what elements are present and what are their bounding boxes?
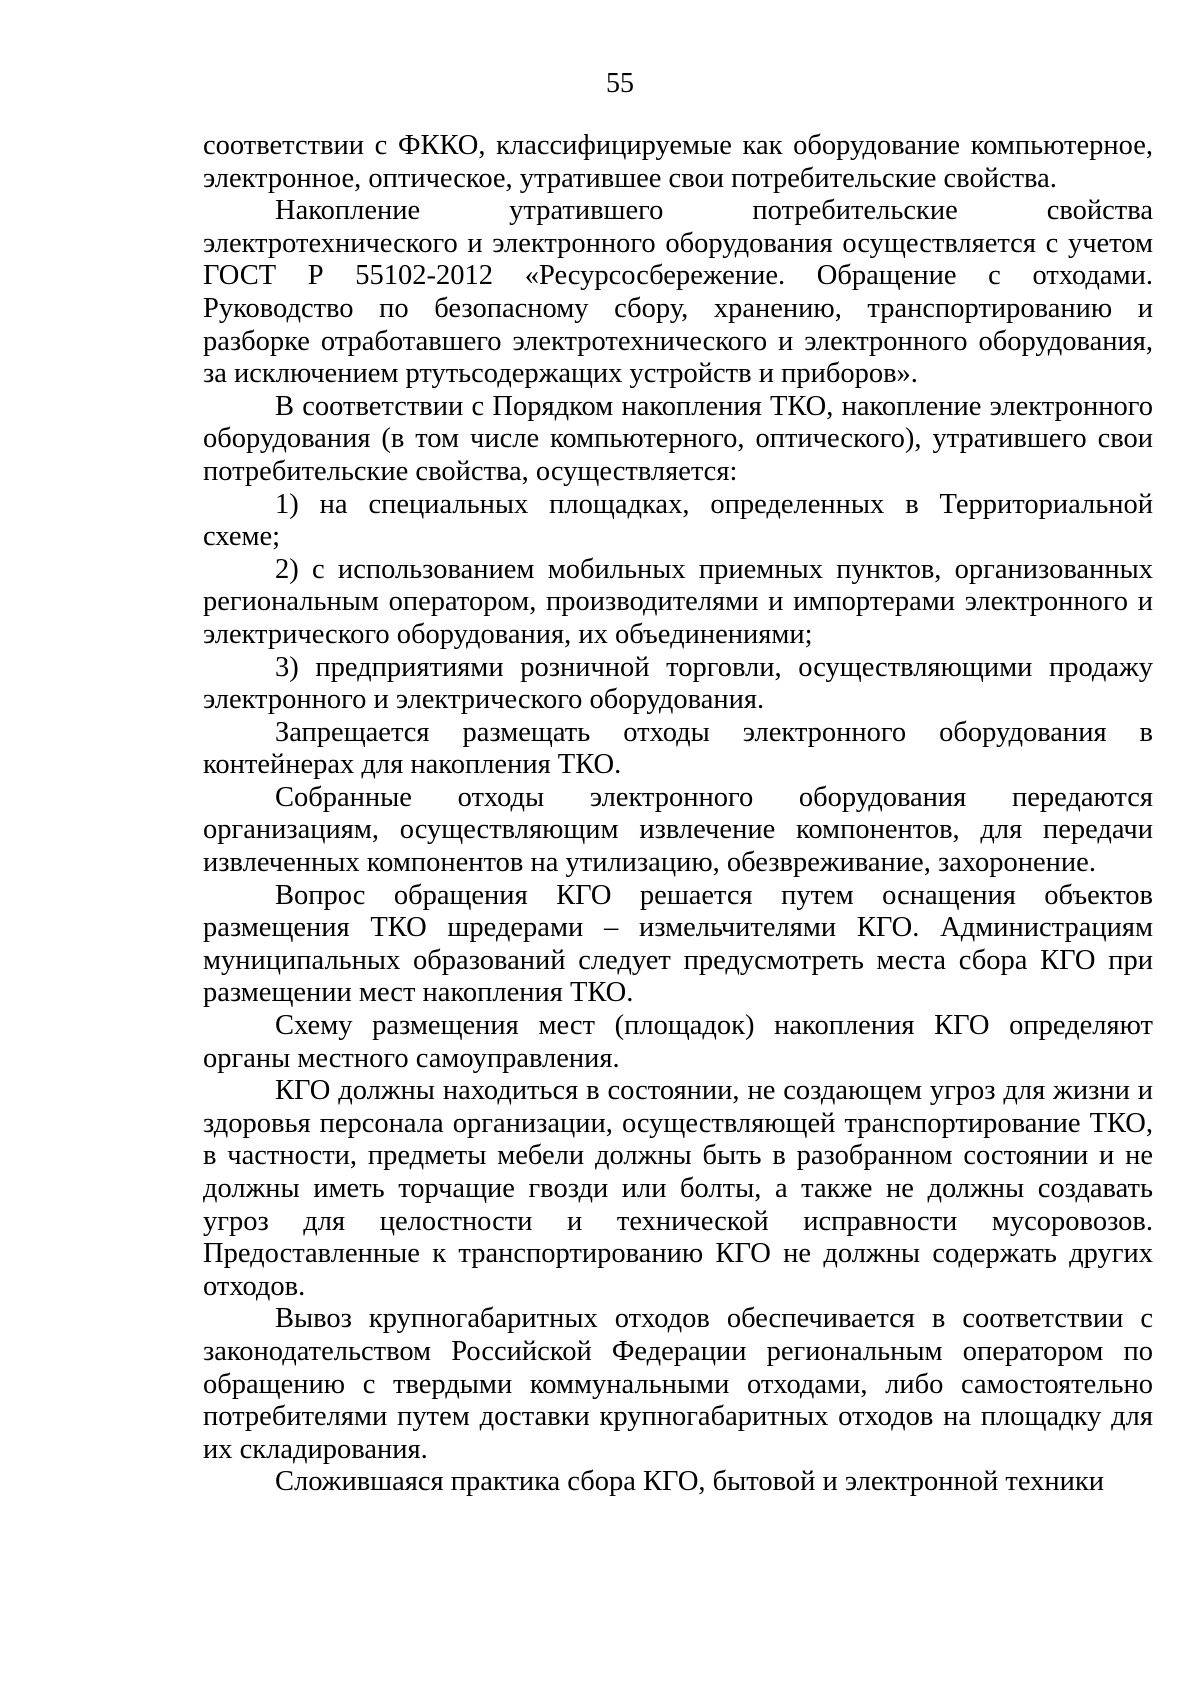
paragraph-gost-storage: Накопление утратившего потребительские свойства электротехнического и электронного оборудования осуществляется с учетом ГОСТ Р 55102-2012 «Ресурсосбережение. Обращение с отходами. Руководство по безопасному сбору, хранению, транспортированию и разборке отработавшего электротехнического и электронного оборудования, за исключением ртутьсодержащих устройств и приборов». xyxy=(203,195,1153,390)
paragraph-prohibition: Запрещается размещать отходы электронного оборудования в контейнерах для накопления ТКО. xyxy=(203,716,1153,781)
document-body xyxy=(203,130,1153,1499)
paragraph-kgo-scheme: Схему размещения мест (площадок) накопления КГО определяют органы местного самоуправления. xyxy=(203,1010,1153,1074)
paragraph-collected-waste: Собранные отходы электронного оборудования передаются организациям, осуществляющим извлечение компонентов, для передачи извлеченных компонентов на утилизацию, обезвреживание, захоронение. xyxy=(203,781,1153,879)
list-item-mobile-points: 2) с использованием мобильных приемных пунктов, организованных региональным оператором, производителями и импортерами электронного и электрического оборудования, их объединениями; xyxy=(203,553,1153,650)
list-item-special-sites: 1) на специальных площадках, определенных в Территориальной схеме; xyxy=(203,488,1153,553)
paragraph-fkko-continuation: соответствии с ФККО, классифицируемые как оборудование компьютерное, электронное, оптическое, утратившее свои потребительские свойства. xyxy=(203,130,1153,194)
list-item-retail: 3) предприятиями розничной торговли, осуществляющими продажу электронного и электрического оборудования. xyxy=(203,651,1153,716)
paragraph-kgo-removal: Вывоз крупногабаритных отходов обеспечивается в соответствии с законодательством Российской Федерации региональным оператором по обращению с твердыми коммунальными отходами, либо самостоятельно потребителями путем доставки крупногабаритных отходов на площадку для их складирования. xyxy=(203,1303,1153,1465)
paragraph-collection-practice: Сложившаяся практика сбора КГО, бытовой и электронной техники xyxy=(275,1466,1104,1498)
paragraph-kgo-condition: КГО должны находиться в состоянии, не создающем угроз для жизни и здоровья персонала организации, осуществляющей транспортирование ТКО, в частности, предметы мебели должны быть в разобранном состоянии и не должны иметь торчащие гвозди или болты, а также не должны создавать угроз для целостности и технической исправности мусоровозов. Предоставленные к транспортированию КГО не должны содержать других отходов. xyxy=(203,1075,1153,1302)
page-number: 55 xyxy=(606,68,634,99)
paragraph-tko-procedure: В соответствии с Порядком накопления ТКО, накопление электронного оборудования (в том числе компьютерного, оптического), утратившего свои потребительские свойства, осуществляется: xyxy=(203,390,1153,487)
paragraph-kgo-shredders: Вопрос обращения КГО решается путем оснащения объектов размещения ТКО шредерами – измельчителями КГО. Администрациям муниципальных образований следует предусмотреть места сбора КГО при размещении мест накопления ТКО. xyxy=(203,879,1153,1009)
